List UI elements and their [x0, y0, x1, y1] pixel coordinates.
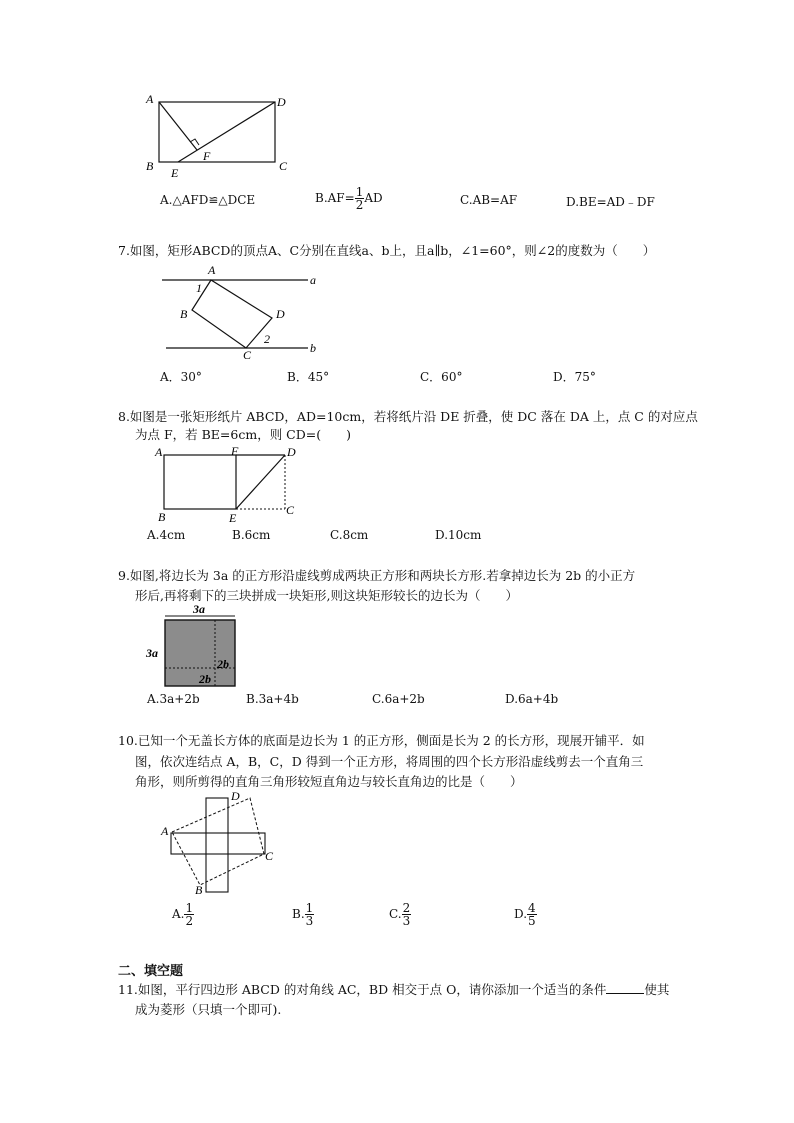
q8-figure: [150, 444, 310, 524]
q7-option-b: B．45°: [287, 370, 330, 384]
q11-question-line1: [118, 980, 669, 1000]
q8-rectangle-abef: [164, 455, 236, 509]
q6-option-d: D.BE=AD﹣DF: [566, 195, 655, 209]
q9-question-line2: 形后,再将剩下的三块拼成一块矩形,则这块矩形较长的边长为（ ）: [135, 588, 518, 603]
q10-question-line2: 图，依次连结点 A，B，C，D 得到一个正方形，将周围的四个长方形沿虚线剪去一个直角三: [135, 754, 644, 769]
q9-label-top: 3a: [193, 602, 205, 616]
q11-question-line1-start: 11.如图，平行四边形 ABCD 的对角线 AC，BD 相交于点 O，请你添加一个适当的条件: [118, 982, 607, 997]
q11-answer-blank[interactable]: [606, 981, 644, 994]
q6-segment-af: [159, 102, 197, 150]
q10-option-d-denominator: 5: [528, 914, 536, 928]
q9-option-c: C.6a+2b: [372, 692, 425, 706]
q10-option-c-fraction: [402, 902, 412, 927]
q6-option-b-prefix: B.AF=: [315, 191, 355, 205]
q7-label-angle2: 2: [264, 332, 270, 346]
q10-figure: [155, 790, 280, 900]
q9-label-left: 3a: [146, 646, 158, 660]
q7-label-c-point: C: [243, 348, 252, 362]
q8-fold-de: [236, 455, 285, 509]
q10-option-d-prefix: D.: [514, 907, 528, 921]
q9-option-a: A.3a+2b: [147, 692, 200, 706]
q10-net-horizontal: [171, 833, 265, 854]
q10-option-d: [514, 902, 537, 927]
q10-option-b-denominator: 3: [305, 914, 314, 928]
q6-option-b-suffix: AD: [364, 191, 383, 205]
q10-label-a: A: [161, 824, 169, 838]
q8-option-d: D.10cm: [435, 528, 482, 542]
q10-option-c-numerator: 2: [402, 901, 411, 915]
q7-rectangle: [192, 280, 272, 348]
q7-label-b-point: B: [180, 307, 188, 321]
q10-net-vertical: [206, 798, 228, 892]
q11-question-line1-end: 使其: [644, 982, 670, 997]
q6-figure: [140, 90, 300, 185]
q9-option-d: D.6a+4b: [505, 692, 559, 706]
q8-label-b: B: [158, 510, 166, 524]
q10-option-c-denominator: 3: [402, 914, 411, 928]
q7-label-a-line: a: [310, 273, 316, 287]
q7-question-text: 7.如图，矩形ABCD的顶点A、C分别在直线a、b上，且a∥b，∠1=60°，则∠2的度数为（ ）: [118, 243, 656, 258]
q6-label-c: C: [279, 159, 288, 173]
q6-option-a: A.△AFD≌△DCE: [160, 193, 256, 207]
q6-option-b-numerator: 1: [355, 185, 364, 199]
q6-label-b: B: [146, 159, 154, 173]
q10-option-a-numerator: 1: [185, 901, 194, 915]
q10-label-c: C: [265, 849, 274, 863]
q10-option-d-fraction: [527, 902, 537, 927]
q6-label-a: A: [146, 92, 154, 106]
q8-label-a: A: [155, 445, 163, 459]
q6-option-c: C.AB=AF: [460, 193, 518, 207]
q6-label-e: E: [171, 166, 179, 180]
q9-label-right: 2b: [217, 657, 229, 671]
q6-label-d: D: [277, 95, 286, 109]
q7-option-d: D．75°: [553, 370, 596, 384]
q11-question-line2: 成为菱形（只填一个即可).: [135, 1002, 282, 1017]
q9-figure: [143, 604, 243, 688]
q7-figure: [160, 262, 330, 362]
q9-label-bottom: 2b: [199, 672, 211, 686]
q10-option-c-prefix: C.: [389, 907, 402, 921]
q8-label-e: E: [229, 511, 237, 525]
section-heading-fill-blank: 二、填空题: [118, 964, 184, 979]
q10-option-c: [389, 902, 411, 927]
q10-option-b-fraction: [305, 902, 315, 927]
q10-label-d: D: [231, 789, 240, 803]
q7-label-b-line: b: [310, 341, 316, 355]
q6-diagonal-de: [178, 102, 275, 162]
q10-question-line1: 10.已知一个无盖长方体的底面是边长为 1 的正方形，侧面是长为 2 的长方形，现展开铺平．如: [118, 733, 645, 748]
q7-option-a: A．30°: [160, 370, 202, 384]
q10-option-b-prefix: B.: [292, 907, 305, 921]
q10-option-a: [172, 902, 194, 927]
q8-option-c: C.8cm: [330, 528, 369, 542]
q7-label-a-point: A: [208, 263, 216, 277]
q6-rectangle: [159, 102, 275, 162]
q10-dashed-square: [172, 798, 264, 885]
q10-question-line3: 角形，则所剪得的直角三角形较短直角边与较长直角边的比是（ ）: [135, 774, 523, 789]
q10-option-d-numerator: 4: [528, 901, 536, 915]
q8-label-c: C: [286, 503, 295, 517]
q10-option-b: [292, 902, 314, 927]
q8-question-line2: 为点 F，若 BE=6cm，则 CD=( ): [135, 427, 351, 442]
q6-option-b-denominator: 2: [355, 198, 364, 212]
q8-option-b: B.6cm: [232, 528, 271, 542]
q7-option-c: C．60°: [420, 370, 463, 384]
q8-question-line1: 8.如图是一张矩形纸片 ABCD，AD=10cm，若将纸片沿 DE 折叠，使 DC 落在 DA 上，点 C 的对应点: [118, 409, 698, 424]
q8-label-f: F: [231, 444, 239, 458]
q6-option-b-fraction: [355, 186, 365, 211]
q10-option-a-denominator: 2: [185, 914, 194, 928]
q10-option-b-numerator: 1: [305, 901, 314, 915]
q8-option-a: A.4cm: [147, 528, 186, 542]
q6-label-f: F: [203, 149, 211, 163]
q9-question-line1: 9.如图,将边长为 3a 的正方形沿虚线剪成两块正方形和两块长方形.若拿掉边长为 2b 的小正方: [118, 568, 636, 583]
q8-label-d: D: [287, 445, 296, 459]
q10-option-a-prefix: A.: [172, 907, 185, 921]
q6-option-b: [315, 186, 383, 211]
q7-label-angle1: 1: [196, 281, 202, 295]
q9-option-b: B.3a+4b: [246, 692, 299, 706]
q7-label-d-point: D: [276, 307, 285, 321]
q10-option-a-fraction: [184, 902, 194, 927]
q10-label-b: B: [195, 883, 203, 897]
